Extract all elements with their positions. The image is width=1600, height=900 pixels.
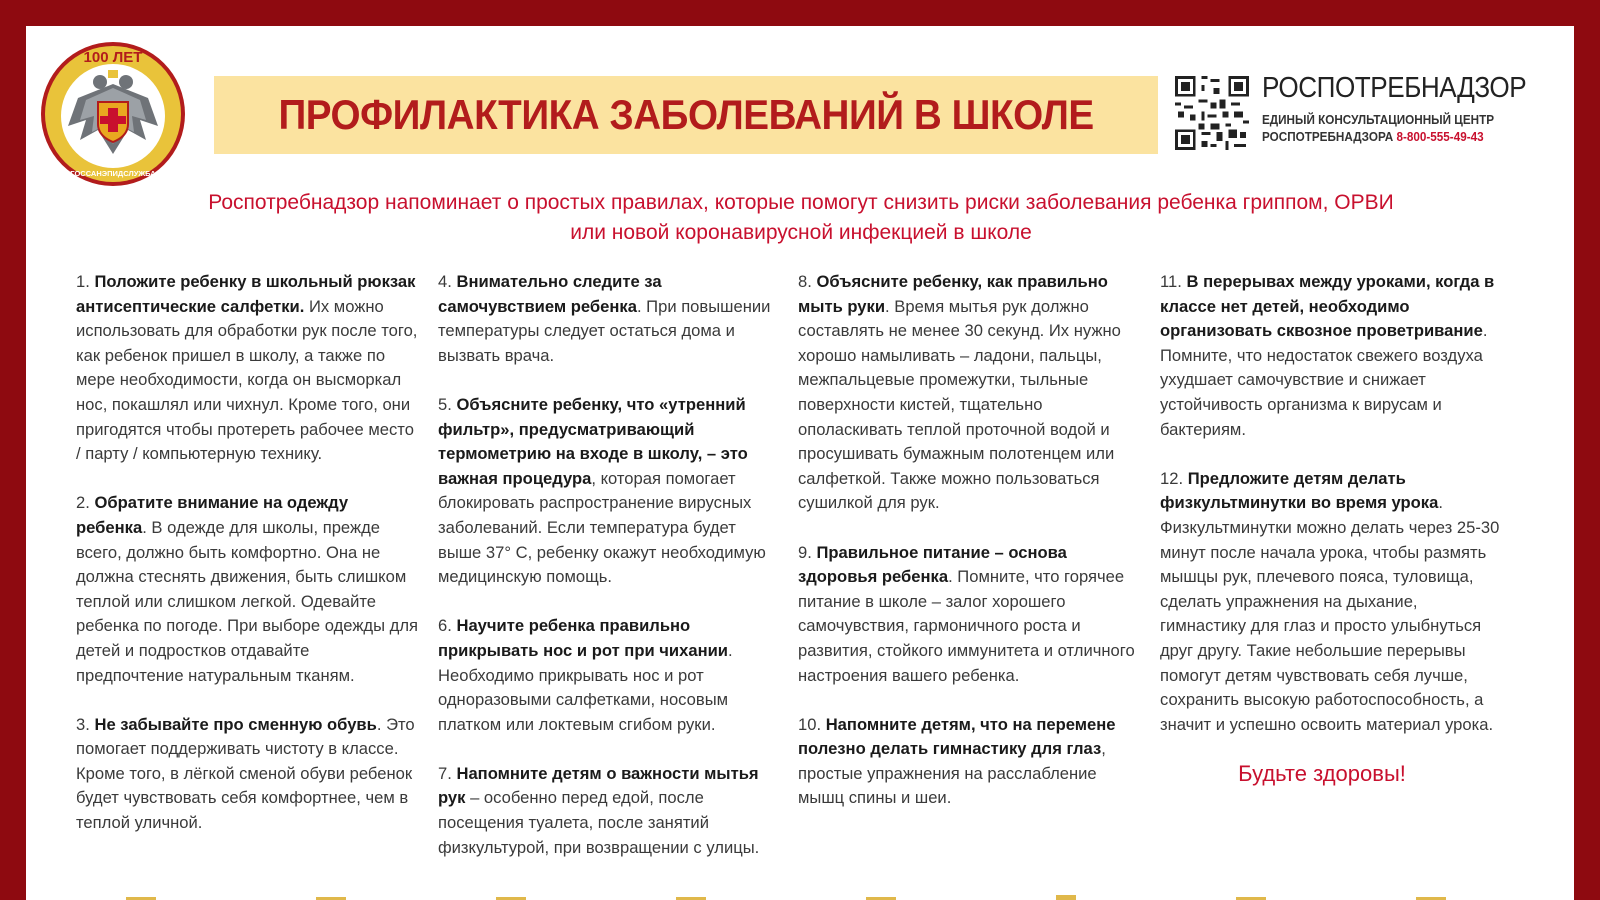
tip-item: 1. Положите ребенку в школьный рюкзак антисептические салфетки. Их можно использовать для обработки рук после того, как ребенок пришел в школу, а также по мере необходимости, когда он высморкал нос, покашлял или чихнул. Кроме того, они пригодятся чтобы протереть рабочее место / парту / компьютерную технику. bbox=[76, 272, 418, 464]
emblem-caption: ГОССАНЭПИДСЛУЖБА bbox=[70, 169, 156, 178]
tip-item: 11. В перерывах между уроками, когда в классе нет детей, необходимо организовать сквозное проветривание. Помните, что недостаток свежего воздуха ухудшает самочувствие и снижает устойчивость организма к вирусам и бактериям. bbox=[1160, 272, 1495, 439]
intro-line-1: Роспотребнадзор напоминает о простых правилах, которые помогут снизить риски заболевания ребенка гриппом, ОРВИ bbox=[208, 191, 1394, 214]
tip-item: 10. Напомните детям, что на перемене полезно делать гимнастику для глаз, простые упражнения на расслабление мышц спины и шеи. bbox=[798, 714, 1116, 808]
consult-center-line-2 bbox=[1262, 128, 1532, 145]
hotline-phone[interactable]: 8-800-555-49-43 bbox=[1396, 129, 1484, 144]
title-banner bbox=[214, 76, 1158, 154]
tips-column-1 bbox=[76, 270, 420, 860]
tips-column-4 bbox=[1160, 270, 1504, 786]
organization-name: РОСПОТРЕБНАДЗОР bbox=[1262, 72, 1527, 104]
tip-item: 7. Напомните детям о важности мытья рук – особенно перед едой, после посещения туалета, после занятий физкультурой, при возвращении с улицы. bbox=[438, 763, 760, 857]
tip-item: 4. Внимательно следите за самочувствием ребенка. При повышении температуры следует остаться дома и вызвать врача. bbox=[438, 272, 771, 365]
tip-item: 6. Научите ребенка правильно прикрывать нос и рот при чихании. Необходимо прикрывать нос и рот одноразовыми салфетками, носовым платком или локтевым сгибом руки. bbox=[438, 616, 733, 734]
tip-item: 5. Объясните ребенку, что «утренний фильтр», предусматривающий термометрию на входе в школу, – это важная процедура, которая помогает блокировать распространение вирусных заболеваний. Если температура будет выше 37° С, ребенку окажут необходимую медицинскую помощь. bbox=[438, 394, 766, 587]
consult-center-line: ЕДИНЫЙ КОНСУЛЬТАЦИОННЫЙ ЦЕНТР bbox=[1262, 112, 1495, 127]
intro-text bbox=[146, 188, 1456, 248]
tip-item: 12. Предложите детям делать физкультминутки во время урока. Физкультминутки можно делать через 25-30 минут после начала урока, чтобы размять мышцы рук, плечевого пояса, туловища, сделать упражнения на дыхание, гимнастику для глаз и просто улыбнуться друг другу. Такие небольшие перерывы помогут детям чувствовать себя лучше, сохранить высокую работоспособность, а значит и успешно освоить материал урока. bbox=[1160, 468, 1500, 734]
tip-item: 8. Объясните ребенку, как правильно мыть руки. Время мытья рук должно составлять не менее 30 секунд. Их нужно хорошо намыливать – ладони, пальцы, межпальцевые промежутки, тыльные поверхности кистей, тщательно ополаскивать теплой проточной водой и просушивать бумажным полотенцем или салфеткой. Также можно пользоваться сушилкой для рук. bbox=[798, 272, 1121, 513]
decorative-ornament-strip bbox=[26, 892, 1574, 900]
tip-item: 9. Правильное питание – основа здоровья ребенка. Помните, что горячее питание в школе – залог хорошего самочувствия, гармоничного роста и развития, стойкого иммунитета и отличного настроения вашего ребенка. bbox=[798, 542, 1135, 685]
org-short-name: РОСПОТРЕБНАДЗОРА bbox=[1262, 129, 1394, 144]
page-title: ПРОФИЛАКТИКА ЗАБОЛЕВАНИЙ В ШКОЛЕ bbox=[278, 91, 1094, 138]
emblem-title: 100 ЛЕТ bbox=[83, 49, 143, 66]
qr-code-icon[interactable] bbox=[1175, 76, 1249, 150]
closing-message: Будьте здоровы! bbox=[1238, 760, 1406, 786]
tip-item: 3. Не забывайте про сменную обувь. Это помогает поддерживать чистоту в классе. Кроме того, в лёгкой сменой обуви ребенок будет чувствовать себя комфортнее, чем в теплой уличной. bbox=[76, 714, 415, 833]
rospotrebnadzor-emblem bbox=[38, 36, 188, 192]
intro-line-2: или новой коронавирусной инфекцией в школе bbox=[570, 221, 1032, 244]
poster-sheet bbox=[26, 26, 1574, 900]
tips-column-3 bbox=[798, 270, 1142, 836]
tips-column-2 bbox=[438, 270, 782, 885]
organization-block bbox=[1262, 72, 1562, 145]
tip-item: 2. Обратите внимание на одежду ребенка. В одежде для школы, прежде всего, должно быть комфортно. Она не должна стеснять движения, быть слишком теплой или слишком легкой. Одевайте ребенка по погоде. При выборе одежды для детей и подростков отдавайте предпочтение натуральным тканям. bbox=[76, 493, 419, 685]
organization-subtitle bbox=[1262, 111, 1532, 145]
